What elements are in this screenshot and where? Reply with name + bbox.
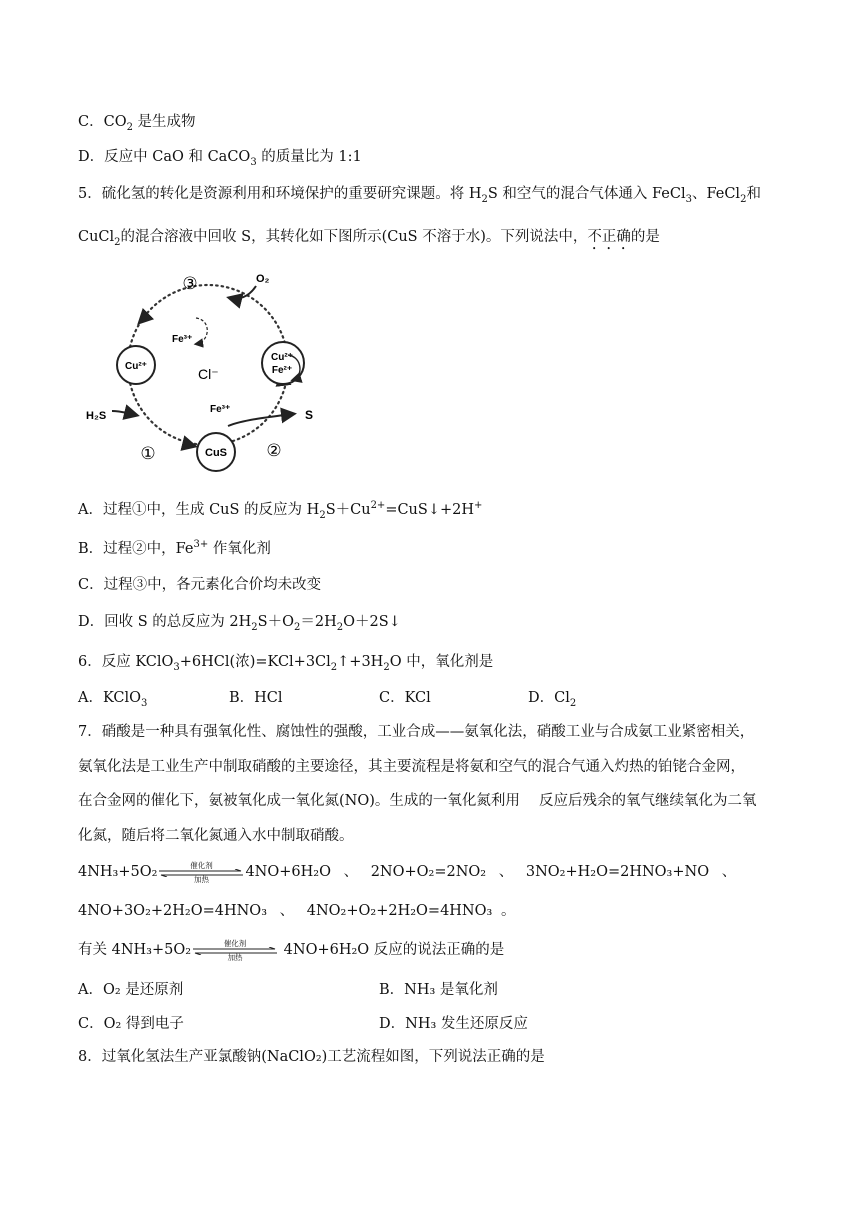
q4-option-d: D．反应中 CaO 和 CaCO$_3$ 的质量比为 1:1 bbox=[78, 149, 362, 168]
q7-equations-line1: 4NH₃+5O₂ 催化剂 加热 4NO+6H₂O 、 2NO+O₂=2NO₂ 、 3NO₂+H₂O=2HNO₃+NO 、 bbox=[78, 861, 737, 884]
step3-label: ③ bbox=[182, 274, 198, 294]
q4-option-c: C．$CO_2$ 是生成物 bbox=[78, 114, 196, 133]
q8-stem: 8．过氧化氢法生产亚氯酸钠(NaClO₂)工艺流程如图，下列说法正确的是 bbox=[78, 1049, 545, 1065]
q5-stem-line2: CuCl$_2$的混合溶液中回收 S，其转化如下图所示(CuS 不溶于水)。下列说法中，不正确的是 bbox=[78, 229, 660, 248]
fe3-top-label: Fe³⁺ bbox=[172, 334, 193, 345]
emphasis-not-correct: 不正确 bbox=[587, 229, 631, 245]
q5-option-b: B．过程②中，$Fe^{3+}$ 作氧化剂 bbox=[78, 539, 271, 557]
q7-option-b: B．NH₃ 是氧化剂 bbox=[379, 982, 498, 998]
q6-option-b: B．HCl bbox=[229, 690, 283, 706]
q7-option-d: D．NH₃ 发生还原反应 bbox=[379, 1016, 528, 1032]
q5-option-d: D．回收 S 的总反应为 $2H_2S+O_2=2H_2O+2S↓$ bbox=[78, 614, 401, 633]
q5-option-c: C．过程③中，各元素化合价均未改变 bbox=[78, 577, 322, 593]
step2-label: ② bbox=[266, 441, 282, 461]
q7-para-line2: 氨氧化法是工业生产中制取硝酸的主要途径，其主要流程是将氨和空气的混合气通入灼热的铂铑合金网， bbox=[78, 759, 745, 775]
q7-para-line3: 在合金网的催化下，氨被氧化成一氧化氮(NO)。生成的一氧化氮利用 反应后残余的氧气继续氧化为二氧 bbox=[78, 793, 757, 809]
q6-option-a: A．KClO$_3$ bbox=[78, 690, 148, 709]
h2s-label: H₂S bbox=[86, 410, 107, 422]
fe3-bottom-label: Fe³⁺ bbox=[210, 404, 231, 415]
cl-ion-label: Cl⁻ bbox=[198, 366, 219, 382]
o2-label: O₂ bbox=[256, 273, 270, 285]
reversible-arrow: 催化剂 加热 bbox=[157, 862, 245, 882]
step1-label: ① bbox=[140, 444, 156, 464]
q5-stem-line1: 5．硫化氢的转化是资源利用和环境保护的重要研究课题。将 $H_2S$ 和空气的混合气体通入 FeCl$_3$、FeCl$_2$和 bbox=[78, 186, 761, 205]
equation-4: 4NO+3O₂+2H₂O=4HNO₃ bbox=[78, 903, 268, 919]
equation-1-right: 4NO+6H₂O bbox=[245, 864, 331, 880]
fe2-right-label: Fe²⁺ bbox=[271, 365, 293, 376]
equation-2: 2NO+O₂=2NO₂ bbox=[370, 864, 487, 880]
reversible-arrow-2: 催化剂 加热 bbox=[191, 940, 279, 960]
q7-option-a: A．O₂ 是还原剂 bbox=[78, 982, 184, 998]
cu2-left-label: Cu²⁺ bbox=[125, 361, 147, 372]
q6-option-d: D．$Cl_2$ bbox=[528, 690, 577, 709]
q7-para-line1: 7．硝酸是一种具有强氧化性、腐蚀性的强酸，工业合成——氨氧化法，硝酸工业与合成氨工业紧密相关， bbox=[78, 724, 755, 740]
equation-1-left: 4NH₃+5O₂ bbox=[78, 864, 158, 880]
equation-3: 3NO₂+H₂O=2HNO₃+NO bbox=[525, 864, 710, 880]
equation-5: 4NO₂+O₂+2H₂O=4HNO₃ bbox=[306, 903, 493, 919]
q7-para-line4: 化氮，随后将二氧化氮通入水中制取硝酸。 bbox=[78, 828, 354, 844]
cu2-fe2-right-node bbox=[262, 342, 304, 384]
cu2-right-label: Cu²⁺ bbox=[271, 352, 293, 363]
q6-option-c: C．KCl bbox=[379, 690, 431, 706]
s-product-label: S bbox=[305, 408, 314, 422]
q5-option-a: A．过程①中，生成 CuS 的反应为 $H_2S+Cu^{2+}=CuS↓+2H^+$ bbox=[78, 500, 483, 521]
q7-equations-line2: 4NO+3O₂+2H₂O=4HNO₃ 、 4NO₂+O₂+2H₂O=4HNO₃ 。 bbox=[78, 903, 516, 919]
q7-option-c: C．O₂ 得到电子 bbox=[78, 1016, 184, 1032]
cycle-diagram bbox=[78, 262, 338, 472]
q7-question: 有关 4NH₃+5O₂ 催化剂 加热 4NO+6H₂O 反应的说法正确的是 bbox=[78, 939, 505, 962]
q6-stem: 6．反应 KClO$_3$+6HCl(浓)$=KCl+3Cl_2↑+3H_2O$ 中，氧化剂是 bbox=[78, 654, 494, 673]
cus-label: CuS bbox=[205, 447, 227, 459]
